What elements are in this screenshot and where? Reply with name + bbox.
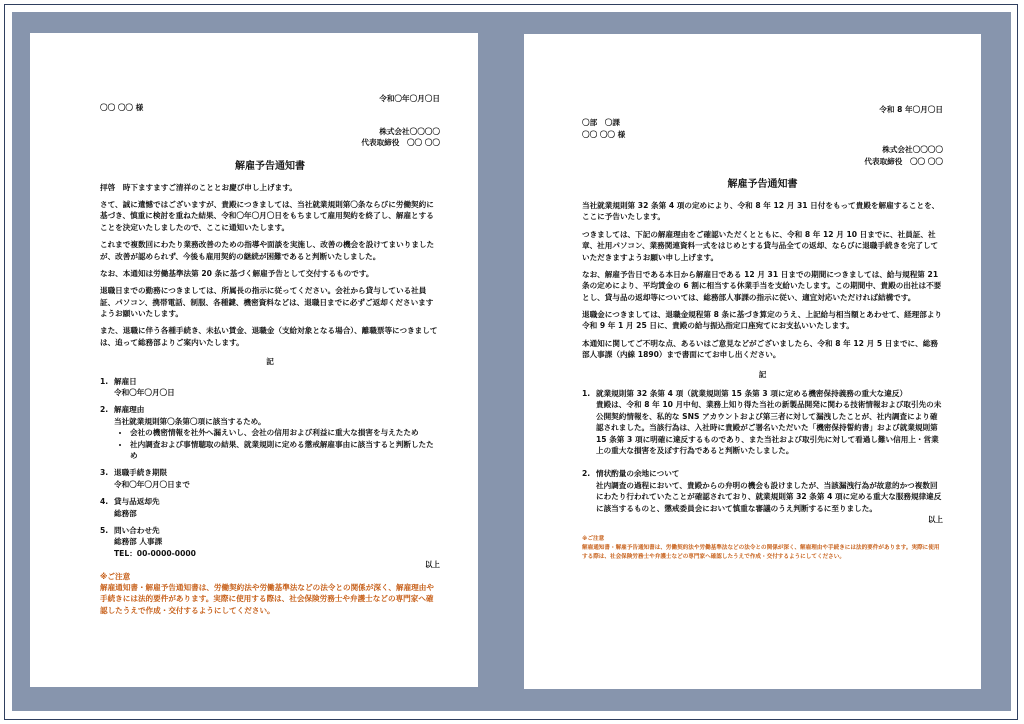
document-title: 解雇予告通知書 [727, 178, 798, 190]
ki-heading: 記 [758, 369, 767, 379]
list-item [100, 467, 440, 490]
paragraph: 当社就業規則第 32 条第 4 項の定めにより、令和 8 年 12 月 31 日付をもって貴殿を解雇することを、ここに予告いたします。 [582, 200, 940, 222]
item-number: 5. [100, 525, 109, 535]
item-heading: 貸与品返却先 [114, 497, 160, 507]
company-name: 株式会社〇〇〇〇 [882, 145, 943, 155]
list-item [100, 525, 440, 559]
closing-ijo: 以上 [927, 514, 943, 524]
item-heading: 退職手続き期限 [114, 468, 168, 478]
item-number: 1. [100, 376, 109, 386]
list-item [582, 468, 943, 514]
item-heading: 情状酌量の余地について [596, 469, 680, 479]
item-body: TEL：00-0000-0000 [114, 548, 196, 558]
paragraph: さて、誠に遺憾ではございますが、貴殿につきましては、当社就業規則第〇条ならびに労働契約に基づき、慎重に検討を重ねた結果、令和〇年〇月〇日をもちまして雇用契約を終了し、解雇とすることを決定いたしましたので、ここに通知いたします。 [100, 199, 434, 232]
department-name: 〇部 〇課 [582, 118, 620, 128]
item-body: 令和〇年〇月〇日 [114, 388, 175, 398]
item-body: 貴殿は、令和 8 年 10 月中旬、業務上知り得た当社の新製品開発に関わる技術情報および取引先の未公開契約情報を、私的な SNS アカウントおよび第三者に対して漏洩したことが、社内調査により確認されました。当該行為は、入社時に貴殿がご署名いただいた「機密保持誓約書」および就業規則第 15 条第 3 項に明確に違反するものであり、また当社および取引先に対して看過し難い信用上・営業上の重大な損害を及ぼす行為であると判断いたしました。 [596, 400, 942, 455]
ki-heading: 記 [266, 357, 274, 367]
representative-name: 代表取締役 〇〇 〇〇 [864, 156, 943, 166]
notice-body: 解雇通知書・解雇予告通知書は、労働契約法や労働基準法などの法令との関係が深く、解雇理由や手続きには法的要件があります。実際に使用する際は、社会保険労務士や弁護士などの専門家へ確認したうえで作成・交付するようにしてください。 [582, 545, 940, 561]
recipient-name: 〇〇 〇〇 様 [100, 103, 144, 113]
item-number: 4. [100, 497, 109, 507]
item-number: 2. [582, 469, 591, 479]
document-page-left [30, 33, 478, 687]
paragraph: つきましては、下記の解雇理由をご確認いただくとともに、令和 8 年 12 月 10 日までに、社員証、社章、社用パソコン、業務関連資料一式をはじめとする貸与品全ての返却、ならびに退職手続きを完了していただきますようお願い申し上げます。 [582, 229, 939, 262]
item-number: 3. [100, 468, 109, 478]
item-body: 総務部 [114, 508, 137, 518]
item-body: 当社就業規則第〇条第〇項に該当するため。 [114, 416, 266, 426]
closing-ijo: 以上 [424, 560, 440, 570]
item-heading: 就業規則第 32 条第 4 項（就業規則第 15 条第 3 項に定める機密保持義務の重大な違反） [596, 389, 908, 399]
list-item [100, 404, 440, 461]
paragraph: 本通知に関してご不明な点、あるいはご意見などがございましたら、令和 8 年 12 月 5 日までに、総務部人事課（内線 1890）まで書面にてお申し出ください。 [582, 338, 938, 360]
representative-name: 代表取締役 〇〇 〇〇 [361, 138, 440, 148]
item-body: 社内調査の過程において、貴殿からの弁明の機会も設けましたが、当該漏洩行為が故意的かつ複数回にわたり行われていたことが確認されており、就業規則第 32 条第 4 項に定める重大な服務規律違反に該当するものと、懲戒委員会において慎重な審議のうえ判断するに至りました。 [596, 480, 942, 513]
paragraph: これまで複数回にわたり業務改善のための指導や面談を実施し、改善の機会を設けてまいりましたが、改善が認められず、今後も雇用契約の継続が困難であると判断いたしました。 [100, 240, 435, 261]
list-item [100, 496, 440, 519]
item-body: 令和〇年〇月〇日まで [114, 479, 190, 489]
item-heading: 問い合わせ先 [114, 525, 160, 535]
list-item [582, 388, 943, 456]
paragraph: 退職金につきましては、退職金規程第 8 条に基づき算定のうえ、上記給与相当額とあわせて、経理部より令和 9 年 1 月 25 日に、貴殿の給与振込指定口座宛てにお支払いいたします。 [582, 310, 943, 331]
paragraph: 退職日までの勤務につきましては、所属長の指示に従ってください。会社から貸与している社員証、パソコン、携帯電話、制服、各種鍵、機密資料などは、退職日までに必ずご返却くださいますようお願いいたします。 [100, 286, 434, 319]
document-title: 解雇予告通知書 [235, 160, 305, 172]
item-heading: 解雇理由 [114, 405, 145, 415]
company-name: 株式会社〇〇〇〇 [379, 126, 440, 136]
paragraph: なお、解雇予告日である本日から解雇日である 12 月 31 日までの期間につきましては、給与規程第 21 条の定めにより、平均賃金の 6 割に相当する休業手当を支給いたします。この期間中、貴殿の出社は不要とし、貸与品の返却等については、総務部人事課の指示に従い、適宜対応いただければ結構です。 [582, 269, 942, 302]
paragraph: 拝啓 時下ますますご清祥のこととお慶び申し上げます。 [100, 182, 297, 192]
recipient-name: 〇〇 〇〇 様 [582, 129, 626, 139]
notice-title: ※ご注意 [100, 571, 131, 581]
item-number: 2. [100, 405, 109, 415]
paragraph: なお、本通知は労働基準法第 20 条に基づく解雇予告として交付するものです。 [100, 268, 374, 278]
item-heading: 解雇日 [114, 376, 137, 386]
list-item [100, 376, 440, 399]
item-body: 総務部 人事課 [114, 537, 163, 547]
bullet-item: • 会社の機密情報を社外へ漏えいし、会社の信用および利益に重大な損害を与えたため [130, 427, 440, 438]
bullet-item: • 社内調査および事情聴取の結果、就業規則に定める懲戒解雇事由に該当すると判断したため [130, 439, 440, 462]
document-date: 令和〇年〇月〇日 [379, 94, 440, 103]
document-date: 令和 8 年〇月〇日 [879, 105, 943, 114]
document-page-right [524, 34, 981, 689]
item-number: 1. [582, 389, 591, 399]
notice-body: 解雇通知書・解雇予告通知書は、労働契約法や労働基準法などの法令との関係が深く、解雇理由や手続きには法的要件があります。実際に使用する際は、社会保険労務士や弁護士などの専門家へ確認したうえで作成・交付するようにしてください。 [100, 582, 434, 615]
paragraph: また、退職に伴う各種手続き、未払い賃金、退職金（支給対象となる場合）、離職票等につきましては、追って総務部よりご案内いたします。 [100, 326, 438, 347]
notice-title: ※ご注意 [582, 536, 605, 543]
